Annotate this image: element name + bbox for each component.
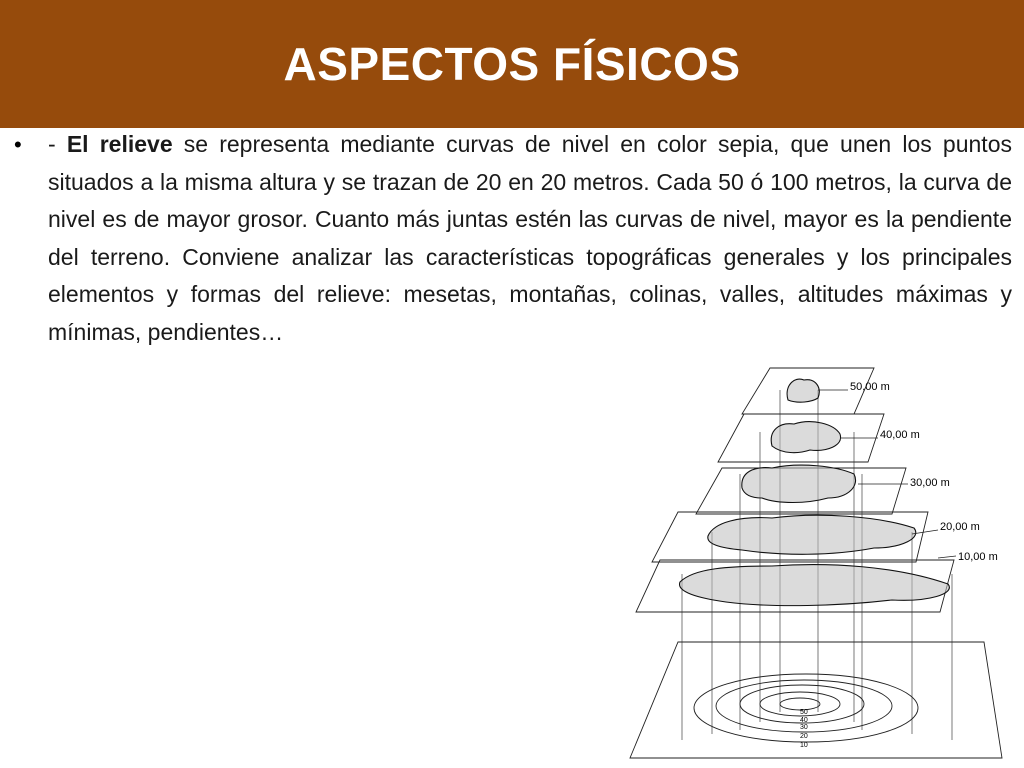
paragraph-text: se representa mediante curvas de nivel en color sepia, que unen los puntos situados a la misma altura y se trazan de 20 en 20 metros. Cada 50 ó 100 metros, la curva de nivel es de mayor grosor. Cuanto más juntas estén las curvas de nivel, mayor es la pendiente del terreno. Conviene analizar las características topográficas generales y los principales elementos y formas del relieve: mesetas, montañas, colinas, valles, altitudes máximas y mínimas, pendientes…	[48, 131, 1012, 345]
slice-30	[742, 465, 856, 502]
map-contour-label-20: 20	[800, 733, 808, 740]
level-label-50: 50,00 m	[850, 381, 890, 393]
level-label-10: 10,00 m	[958, 551, 998, 563]
slice-10	[680, 565, 950, 606]
level-label-30: 30,00 m	[910, 477, 950, 489]
slice-20	[708, 515, 916, 554]
contour-levels-figure	[622, 362, 1018, 762]
map-contour-label-30: 30	[800, 724, 808, 731]
slide-title: ASPECTOS FÍSICOS	[283, 38, 741, 90]
map-contour-label-40: 40	[800, 717, 808, 724]
slice-40	[771, 422, 840, 453]
contour-levels-illustration	[622, 362, 1018, 762]
slice-50	[787, 379, 819, 402]
level-label-20: 20,00 m	[940, 521, 980, 533]
map-contour-label-50: 50	[800, 709, 808, 716]
level-label-40: 40,00 m	[880, 429, 920, 441]
base-map-contours	[694, 674, 918, 742]
slide-header	[0, 0, 1024, 128]
bullet-icon: •	[14, 132, 22, 157]
paragraph-bold-term: El relieve	[66, 131, 173, 157]
paragraph-prefix: -	[48, 131, 67, 157]
relief-paragraph	[48, 126, 1012, 351]
map-contour-label-10: 10	[800, 742, 808, 749]
